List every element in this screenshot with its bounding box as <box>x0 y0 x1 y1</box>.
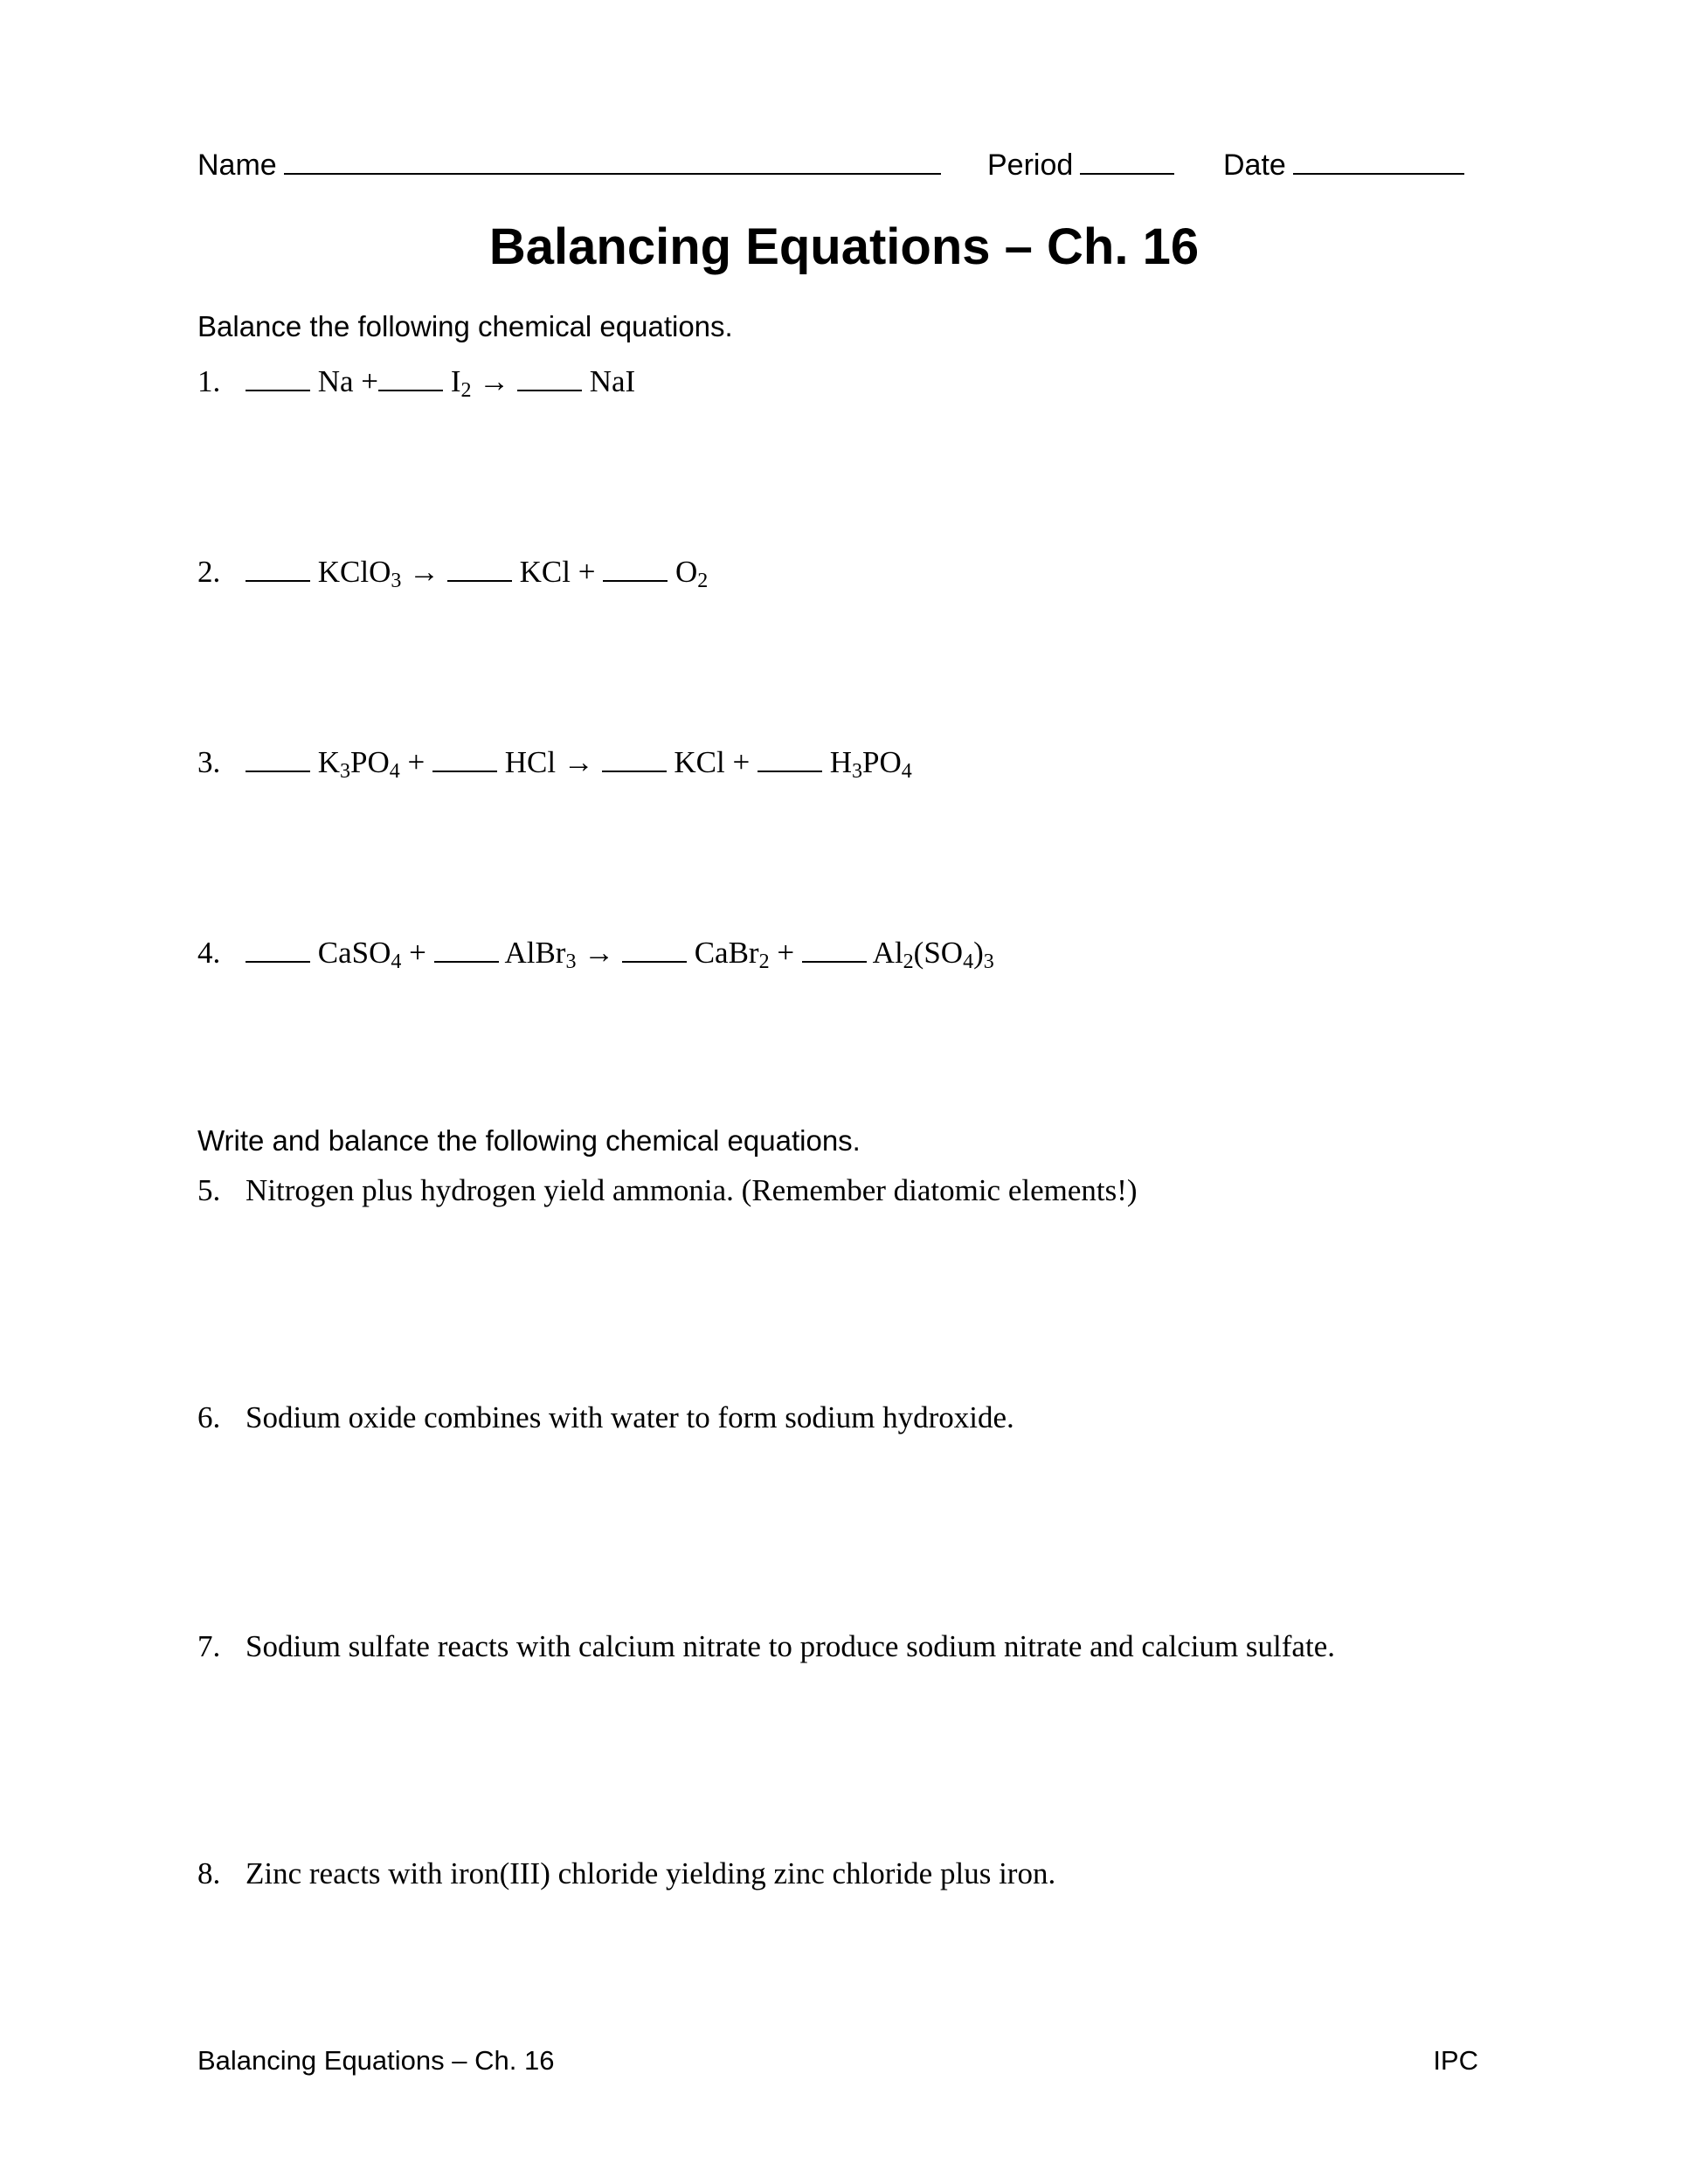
subscript: 3 <box>983 950 994 973</box>
problem-number: 7. <box>197 1629 221 1663</box>
equation-term: CaSO <box>317 936 391 970</box>
subscript: 2 <box>758 950 770 973</box>
subscript: 2 <box>903 950 914 973</box>
problem-text: Zinc reacts with iron(III) chloride yielding zinc chloride plus iron. <box>246 1856 1056 1890</box>
arrow-symbol: → <box>409 555 440 589</box>
subscript: 3 <box>340 760 351 783</box>
equation-number: 3. <box>197 745 221 779</box>
problem-number: 5. <box>197 1173 221 1207</box>
section2-instruction: Write and balance the following chemical equations. <box>197 1124 861 1157</box>
section1-instruction: Balance the following chemical equations. <box>197 310 733 342</box>
coefficient-blank[interactable] <box>447 554 512 582</box>
coefficient-blank[interactable] <box>602 744 667 772</box>
equation-term: O <box>675 555 698 589</box>
equation-term: AlBr <box>504 936 566 970</box>
plus-symbol: + <box>777 936 795 970</box>
coefficient-blank[interactable] <box>246 554 310 582</box>
equation-number: 1. <box>197 364 221 398</box>
date-label: Date <box>1223 149 1286 182</box>
footer-right: IPC <box>1433 2045 1478 2076</box>
equation-number: 4. <box>197 936 221 970</box>
period-blank[interactable] <box>1080 147 1174 175</box>
equation-3 <box>197 744 912 781</box>
coefficient-blank[interactable] <box>246 363 310 391</box>
problem-text: Sodium oxide combines with water to form sodium hydroxide. <box>246 1400 1014 1434</box>
coefficient-blank[interactable] <box>517 363 582 391</box>
plus-symbol: + <box>407 745 425 779</box>
equation-term: KCl + <box>674 745 751 779</box>
coefficient-blank[interactable] <box>622 935 687 963</box>
coefficient-blank[interactable] <box>758 744 822 772</box>
plus-symbol: + <box>409 936 426 970</box>
problem-number: 8. <box>197 1856 221 1890</box>
page-title: Balancing Equations – Ch. 16 <box>488 218 1200 275</box>
date-blank[interactable] <box>1293 147 1464 175</box>
date-field <box>1223 147 1464 183</box>
equation-term: PO <box>350 745 390 779</box>
equation-1 <box>197 363 635 400</box>
subscript: 4 <box>391 950 402 973</box>
equation-term: HCl → <box>504 745 594 779</box>
footer-left: Balancing Equations – Ch. 16 <box>197 2045 555 2076</box>
coefficient-blank[interactable] <box>432 744 497 772</box>
subscript: 2 <box>697 570 709 592</box>
equation-term: PO <box>862 745 902 779</box>
word-problem-8 <box>197 1856 1055 1892</box>
problem-number: 6. <box>197 1400 221 1434</box>
subscript: 4 <box>389 760 400 783</box>
subscript: 3 <box>565 950 577 973</box>
equation-term: KClO <box>317 555 391 589</box>
coefficient-blank[interactable] <box>246 935 310 963</box>
arrow-symbol: → <box>584 936 615 970</box>
equation-term: ) <box>973 936 984 970</box>
subscript: 2 <box>460 379 472 402</box>
problem-text: Nitrogen plus hydrogen yield ammonia. (Remember diatomic elements!) <box>246 1173 1138 1207</box>
coefficient-blank[interactable] <box>434 935 499 963</box>
subscript: 3 <box>391 570 402 592</box>
equation-term: Al <box>872 936 903 970</box>
subscript: 4 <box>963 950 974 973</box>
subscript: 4 <box>901 760 912 783</box>
equation-term: Na + <box>317 364 379 398</box>
equation-term: KCl + <box>519 555 596 589</box>
equation-term: I <box>450 364 461 398</box>
coefficient-blank[interactable] <box>246 744 310 772</box>
subscript: 3 <box>852 760 863 783</box>
word-problem-5 <box>197 1172 1138 1209</box>
arrow-symbol: → <box>479 364 510 398</box>
equation-term: NaI <box>589 364 636 398</box>
equation-term: H <box>829 745 853 779</box>
period-label: Period <box>987 149 1074 182</box>
equation-4 <box>197 935 994 971</box>
coefficient-blank[interactable] <box>378 363 443 391</box>
equation-term: K <box>317 745 341 779</box>
coefficient-blank[interactable] <box>802 935 867 963</box>
problem-text: Sodium sulfate reacts with calcium nitrate to produce sodium nitrate and calcium sulfate. <box>246 1629 1335 1663</box>
name-field <box>197 147 941 183</box>
equation-2 <box>197 554 708 591</box>
coefficient-blank[interactable] <box>603 554 668 582</box>
name-blank[interactable] <box>284 147 941 175</box>
name-label: Name <box>197 149 277 182</box>
period-field <box>987 147 1174 183</box>
word-problem-7 <box>197 1628 1335 1665</box>
equation-term: (SO <box>913 936 964 970</box>
word-problem-6 <box>197 1400 1014 1436</box>
equation-term: CaBr <box>694 936 759 970</box>
equation-number: 2. <box>197 555 221 589</box>
